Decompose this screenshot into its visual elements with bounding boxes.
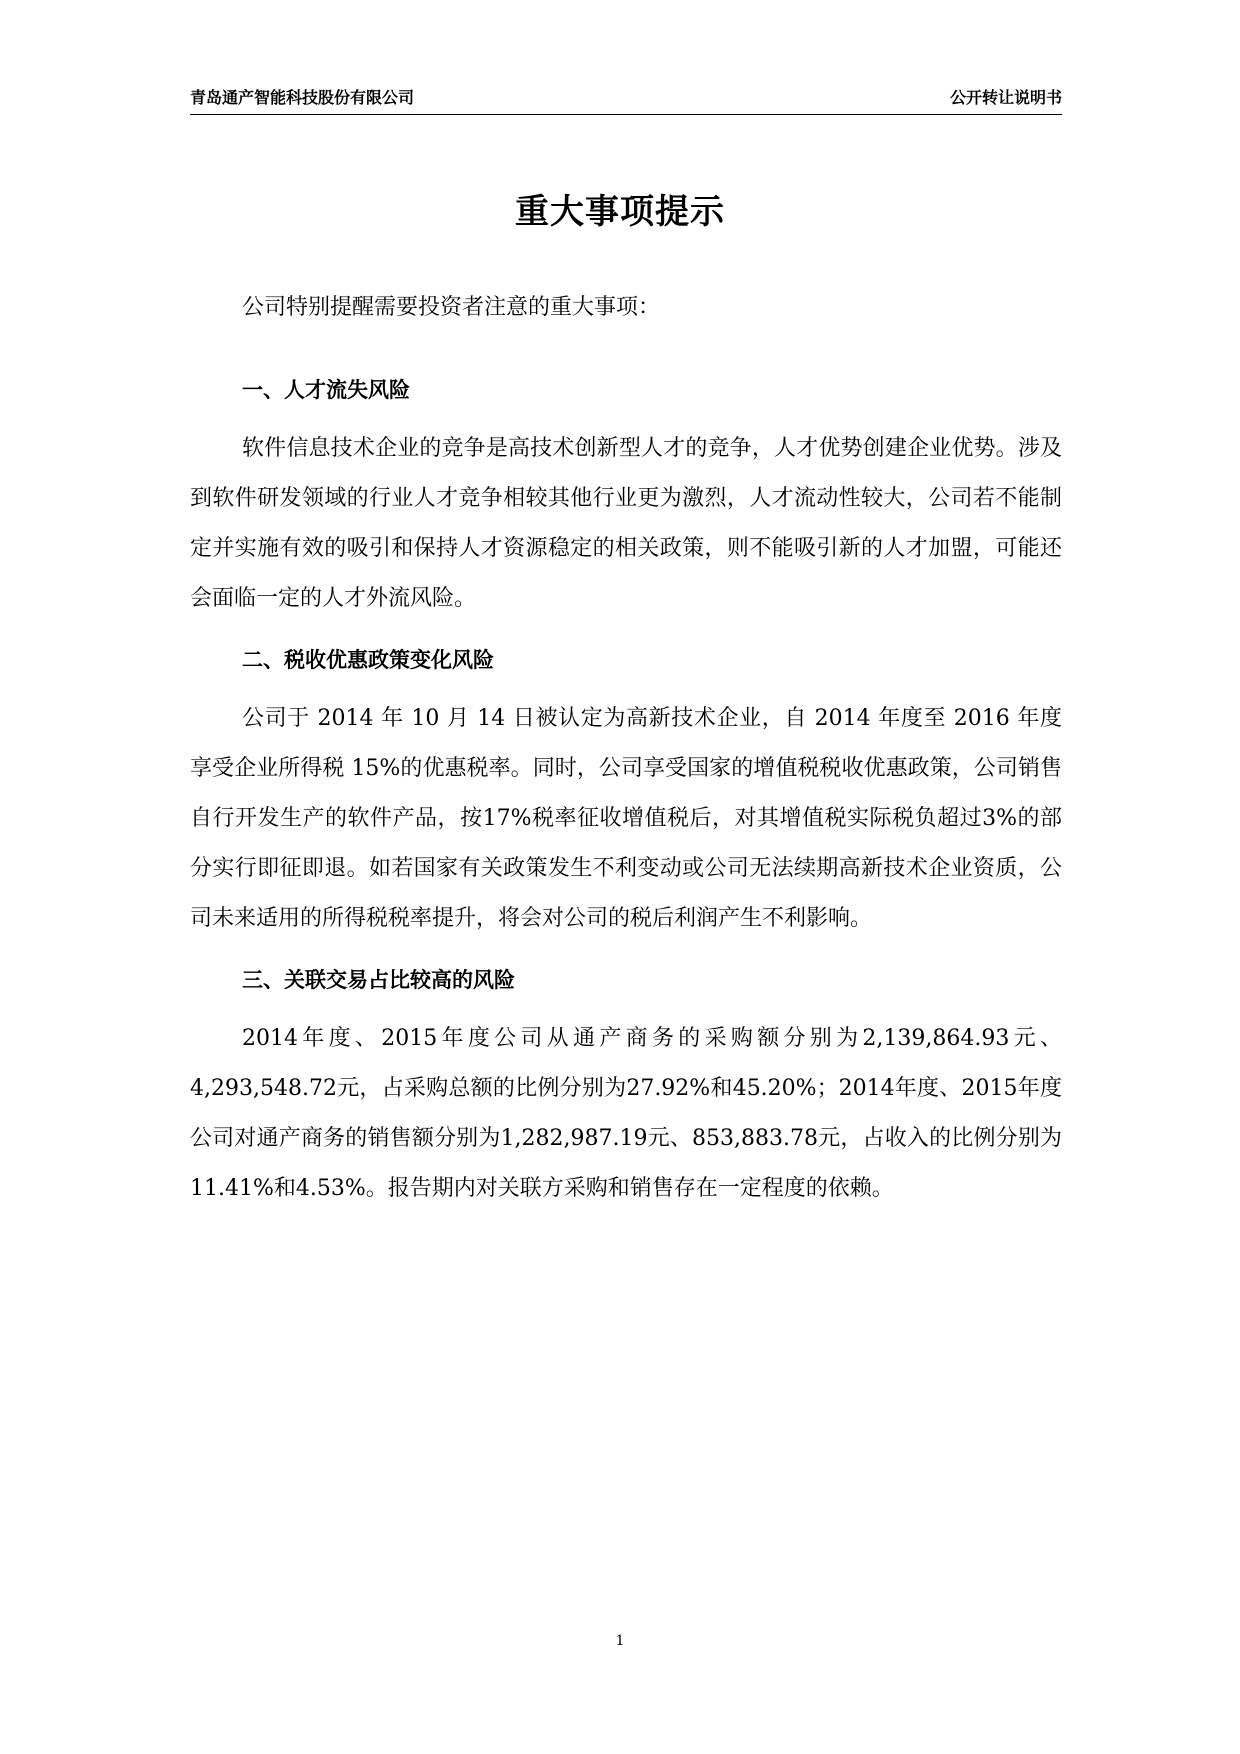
- document-title: 重大事项提示: [515, 192, 725, 232]
- header-company-name: 青岛通产智能科技股份有限公司: [190, 88, 415, 107]
- header-document-type: 公开转让说明书: [949, 88, 1062, 107]
- document-body: [190, 282, 1062, 1230]
- section-related-transaction-risk: [190, 960, 1062, 1214]
- section-paragraph: 公司于 2014 年 10 月 14 日被认定为高新技术企业，自 2014 年度至 2016 年度享受企业所得税 15%的优惠税率。同时，公司享受国家的增值税税收优惠政策，公司销售自行开发生产的软件产品，按17%税率征收增值税后，对其增值税实际税负超过3%的部分实行即征即退。如若国家有关政策发生不利变动或公司无法续期高新技术企业资质，公司未来适用的所得税税率提升，将会对公司的税后利润产生不利影响。: [190, 706, 1062, 931]
- section-tax-policy-risk: [190, 640, 1062, 944]
- section-heading: 三、关联交易占比较高的风险: [242, 968, 515, 992]
- page-header: [190, 88, 1062, 115]
- section-talent-loss-risk: [190, 370, 1062, 624]
- section-heading: 一、人才流失风险: [242, 378, 410, 402]
- section-heading: 二、税收优惠政策变化风险: [242, 648, 494, 672]
- section-paragraph: 2014年度、2015年度公司从通产商务的采购额分别为2,139,864.93元、4,293,548.72元，占采购总额的比例分别为27.92%和45.20%；2014年度、2015年度公司对通产商务的销售额分别为1,282,987.19元、853,883.78元，占收入的比例分别为11.41%和4.53%。报告期内对关联方采购和销售存在一定程度的依赖。: [190, 1026, 1062, 1201]
- section-paragraph: 软件信息技术企业的竞争是高技术创新型人才的竞争，人才优势创建企业优势。涉及到软件研发领域的行业人才竞争相较其他行业更为激烈，人才流动性较大，公司若不能制定并实施有效的吸引和保持人才资源稳定的相关政策，则不能吸引新的人才加盟，可能还会面临一定的人才外流风险。: [190, 436, 1062, 611]
- page-number: 1: [615, 1633, 625, 1649]
- intro-paragraph: 公司特别提醒需要投资者注意的重大事项：: [242, 295, 661, 320]
